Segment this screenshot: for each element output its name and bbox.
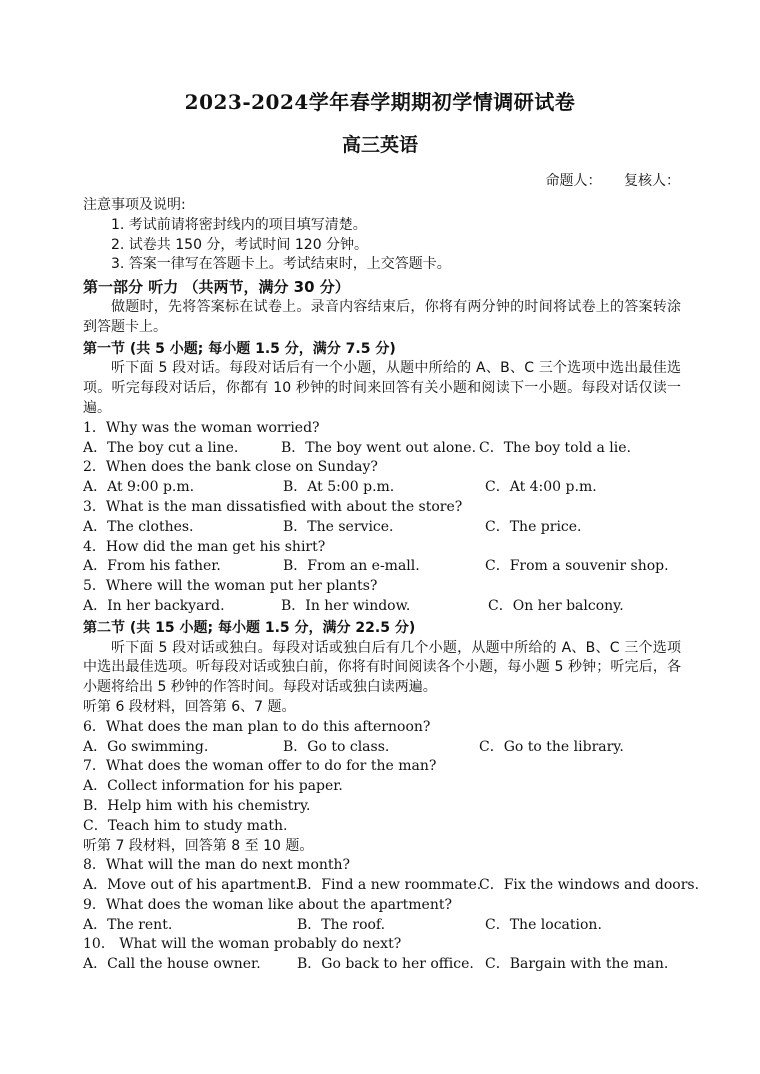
- section1-intro: 听下面 5 段对话。每段对话后有一个小题，从题中所给的 A、B、C 三个选项中选出最佳选项。听完每段对话后，你都有 10 秒钟的时间来回答有关小题和阅读下一小题。每段对话仅读一遍。: [83, 360, 681, 416]
- section1-title: 第一节 (共 5 小题; 每小题 1.5 分，满分 7.5 分): [83, 340, 396, 357]
- question-text: 10． What will the woman probably do next?: [83, 936, 402, 953]
- option-row: [83, 597, 681, 617]
- material-7-label: 听第 7 段材料，回答第 8 至 10 题。: [83, 837, 314, 854]
- question-text: 5．Where will the woman put her plants?: [83, 578, 378, 595]
- option-c: C．Bargain with the man.: [485, 956, 669, 973]
- exam-subtitle: 高三英语: [341, 134, 418, 156]
- option-c: C．The boy told a lie.: [479, 439, 631, 456]
- part1-title: 第一部分 听力 （共两节，满分 30 分）: [83, 278, 350, 297]
- note-item: 2. 试卷共 150 分，考试时间 120 分钟。: [111, 236, 369, 253]
- author-line: [528, 170, 680, 190]
- option-a: A．Move out of his apartment.: [83, 877, 300, 894]
- option-c: C．Go to the library.: [479, 738, 624, 755]
- option-a: A．Collect information for his paper.: [83, 778, 343, 795]
- option-row: [83, 876, 700, 896]
- author-label: 命题人：: [545, 173, 602, 189]
- reviewer-label: 复核人：: [624, 173, 680, 189]
- option-c: C．From a souvenir shop.: [485, 558, 669, 575]
- option-b: B．At 5:00 p.m.: [283, 479, 395, 496]
- option-b: B．The boy went out alone.: [281, 439, 477, 456]
- option-row: [83, 955, 681, 975]
- option-b: B．From an e-mall.: [283, 558, 420, 575]
- option-b: B．Go to class.: [283, 738, 390, 755]
- note-item: 1. 考试前请将密封线内的项目填写清楚。: [111, 216, 367, 233]
- option-row: [83, 439, 681, 459]
- option-b: B．The roof.: [297, 916, 386, 933]
- option-a: A．The clothes.: [83, 518, 194, 535]
- option-a: A．At 9:00 p.m.: [83, 479, 195, 496]
- option-b: B．In her window.: [281, 597, 411, 614]
- exam-body: [83, 196, 700, 975]
- option-c: C．The price.: [485, 518, 582, 535]
- option-b: B．Help him with his chemistry.: [83, 797, 311, 814]
- option-a: A．The rent.: [83, 916, 173, 933]
- option-a: A．The boy cut a line.: [83, 439, 239, 456]
- note-item: 3. 答案一律写在答题卡上。考试结束时，上交答题卡。: [111, 256, 451, 273]
- option-c: C．Fix the windows and doors.: [479, 877, 700, 894]
- question-text: 6．What does the man plan to do this afternoon?: [83, 718, 431, 735]
- option-b: B．Find a new roommate.: [297, 877, 482, 894]
- option-b: B．The service.: [283, 518, 394, 535]
- option-a: A．From his father.: [83, 558, 221, 575]
- option-row: [83, 557, 681, 577]
- material-6-label: 听第 6 段材料，回答第 6、7 题。: [83, 698, 296, 715]
- option-c: C．On her balcony.: [488, 597, 624, 614]
- option-row: [83, 738, 681, 758]
- option-a: A．In her backyard.: [83, 597, 225, 614]
- option-row: [83, 478, 681, 498]
- question-text: 4．How did the man get his shirt?: [83, 538, 326, 555]
- section2-title: 第二节 (共 15 小题; 每小题 1.5 分，满分 22.5 分): [83, 619, 416, 636]
- option-b: B．Go back to her office.: [297, 956, 474, 973]
- option-row: [83, 916, 681, 936]
- question-text: 8．What will the man do next month?: [83, 857, 351, 874]
- option-c: C．At 4:00 p.m.: [485, 479, 597, 496]
- option-c: C．Teach him to study math.: [83, 817, 288, 834]
- section2-intro: 听下面 5 段对话或独白。每段对话或独白后有几个小题，从题中所给的 A、B、C 三个选项中选出最佳选项。听每段对话或独白前，你将有时间阅读各个小题，每小题 5 秒钟；听完后，各小题将给出 5 秒钟的作答时间。每段对话或独白读两遍。: [83, 639, 681, 696]
- option-row: [83, 518, 681, 538]
- option-a: A．Go swimming.: [83, 738, 209, 755]
- question-text: 9．What does the woman like about the apartment?: [83, 896, 452, 913]
- question-text: 1．Why was the woman worried?: [83, 419, 320, 436]
- question-text: 7．What does the woman offer to do for the man?: [83, 758, 437, 775]
- exam-title: 2023-2024学年春学期期初学情调研试卷: [184, 90, 576, 114]
- question-text: 2．When does the bank close on Sunday?: [83, 459, 378, 476]
- part1-intro: 做题时，先将答案标在试卷上。录音内容结束后，你将有两分钟的时间将试卷上的答案转涂到答题卡上。: [83, 298, 681, 335]
- notes-heading: 注意事项及说明:: [83, 197, 186, 213]
- question-text: 3．What is the man dissatisfied with about the store?: [83, 498, 463, 515]
- option-a: A．Call the house owner.: [83, 956, 261, 973]
- option-c: C．The location.: [485, 916, 602, 933]
